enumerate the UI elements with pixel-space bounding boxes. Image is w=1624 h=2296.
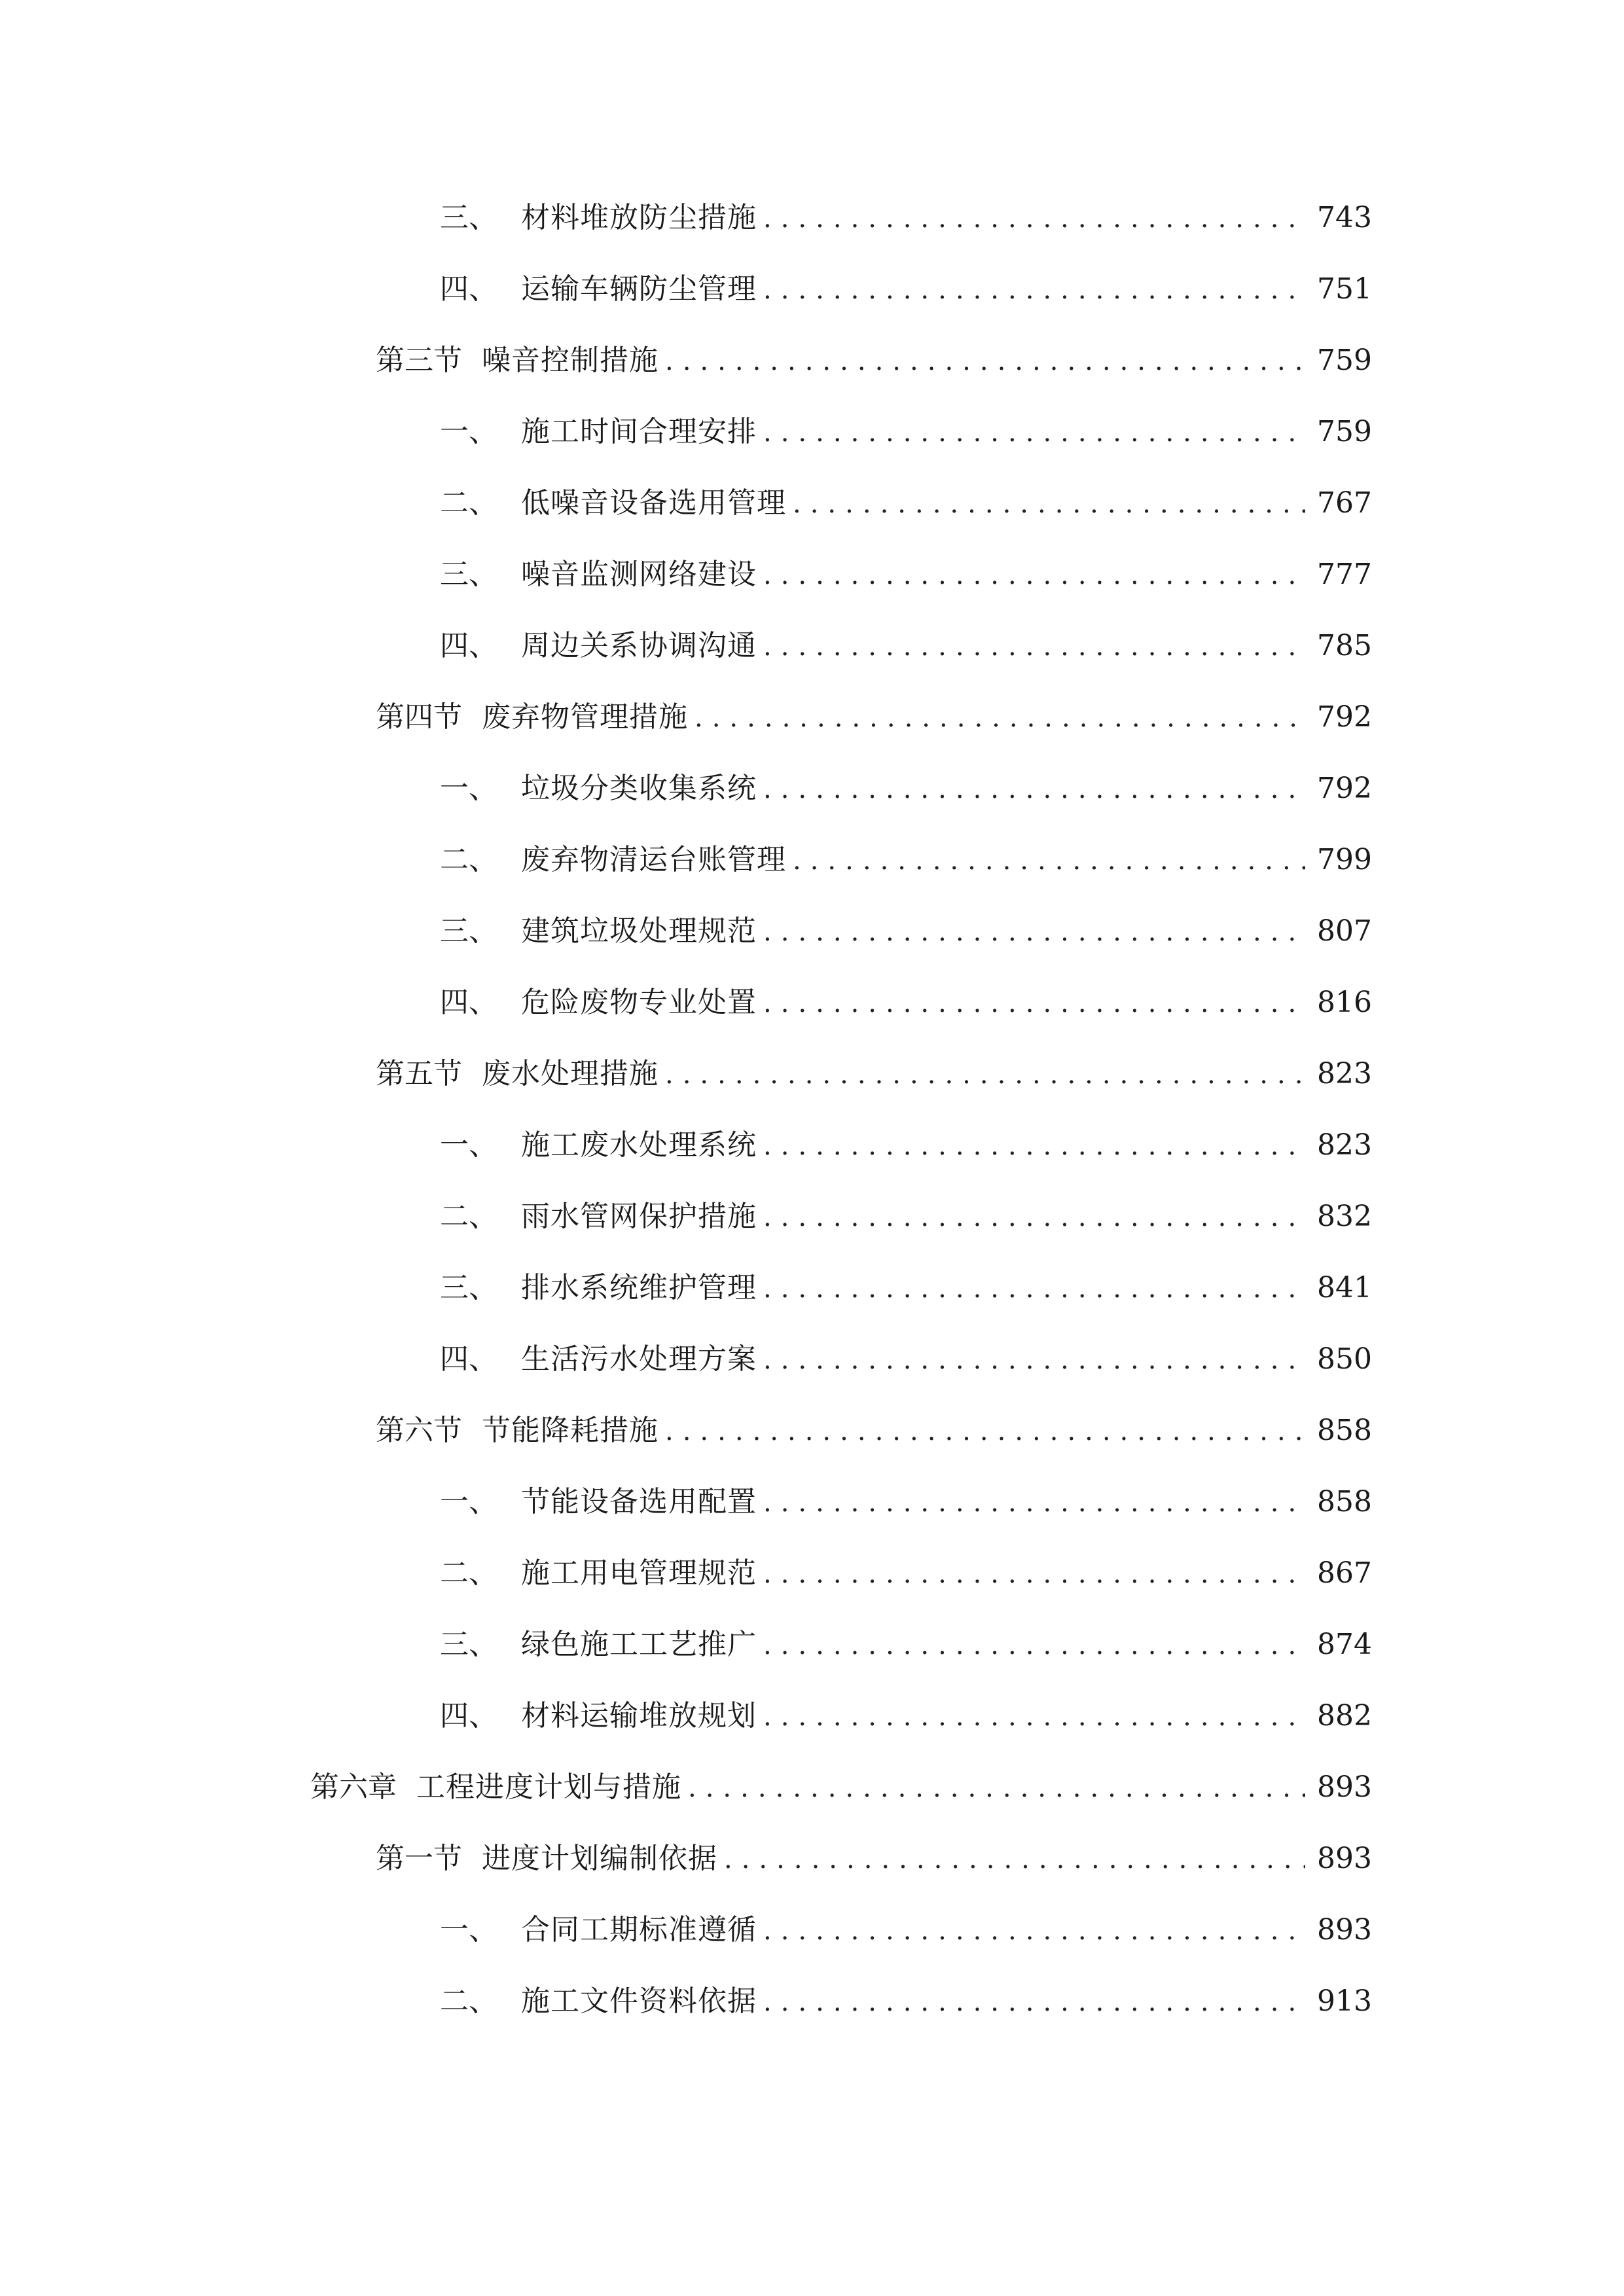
entry-title: 节能设备选用配置	[521, 1485, 757, 1518]
toc-entry[interactable]	[0, 691, 1624, 744]
entry-title: 工程进度计划与措施	[416, 1770, 681, 1804]
entry-page: 850	[1317, 1342, 1372, 1376]
entry-page: 867	[1317, 1556, 1372, 1590]
dot-leader	[763, 549, 1305, 601]
entry-title: 废水处理措施	[482, 1057, 659, 1090]
entry-title: 施工时间合理安排	[521, 415, 757, 448]
entry-title: 施工文件资料依据	[521, 1984, 757, 2018]
toc-entry[interactable]	[0, 1333, 1624, 1386]
entry-title: 绿色施工工艺推广	[521, 1628, 757, 1661]
entry-number: 一、	[440, 1913, 497, 1946]
dot-leader	[763, 763, 1305, 816]
entry-page: 751	[1317, 272, 1372, 306]
entry-title: 废弃物清运台账管理	[521, 843, 786, 876]
toc-entry[interactable]	[0, 620, 1624, 672]
entry-number: 第六节	[376, 1414, 462, 1447]
toc-entry[interactable]	[0, 1833, 1624, 1885]
dot-leader	[763, 1191, 1305, 1244]
entry-number: 二、	[440, 843, 497, 876]
toc-entry[interactable]	[0, 1547, 1624, 1600]
toc-entry[interactable]	[0, 477, 1624, 529]
entry-page: 913	[1317, 1984, 1372, 2018]
entry-title: 噪音控制措施	[482, 344, 659, 377]
entry-number: 三、	[440, 558, 497, 591]
entry-title: 进度计划编制依据	[482, 1842, 717, 1875]
dot-leader	[665, 1049, 1305, 1101]
entry-title: 材料堆放防尘措施	[521, 201, 757, 234]
toc-entry[interactable]	[0, 1690, 1624, 1742]
toc-entry[interactable]	[0, 762, 1624, 815]
entry-title: 排水系统维护管理	[521, 1271, 757, 1304]
entry-page: 785	[1317, 629, 1372, 662]
toc-entry[interactable]	[0, 834, 1624, 886]
dot-leader	[763, 1691, 1305, 1743]
entry-title: 危险废物专业处置	[521, 986, 757, 1019]
entry-number: 第一节	[376, 1842, 462, 1875]
entry-page: 767	[1317, 486, 1372, 520]
entry-page: 759	[1317, 415, 1372, 448]
dot-leader	[763, 1619, 1305, 1672]
entry-title: 施工废水处理系统	[521, 1128, 757, 1162]
toc-entry[interactable]	[0, 263, 1624, 315]
dot-leader	[763, 1905, 1305, 1957]
entry-page: 743	[1317, 201, 1372, 234]
dot-leader	[763, 1263, 1305, 1315]
entry-number: 三、	[440, 1271, 497, 1304]
dot-leader	[763, 977, 1305, 1030]
entry-title: 合同工期标准遵循	[521, 1913, 757, 1946]
entry-page: 807	[1317, 914, 1372, 948]
toc-entry[interactable]	[0, 192, 1624, 244]
dot-leader	[665, 335, 1305, 387]
entry-page: 832	[1317, 1200, 1372, 1233]
entry-page: 759	[1317, 344, 1372, 377]
entry-title: 生活污水处理方案	[521, 1342, 757, 1376]
dot-leader	[763, 1120, 1305, 1172]
entry-number: 三、	[440, 201, 497, 234]
entry-title: 低噪音设备选用管理	[521, 486, 786, 520]
entry-number: 第三节	[376, 344, 462, 377]
dot-leader	[763, 1477, 1305, 1529]
toc-entry[interactable]	[0, 1975, 1624, 2028]
entry-title: 材料运输堆放规划	[521, 1699, 757, 1732]
toc-entry[interactable]	[0, 1048, 1624, 1100]
toc-entry[interactable]	[0, 905, 1624, 958]
entry-title: 节能降耗措施	[482, 1414, 659, 1447]
entry-number: 四、	[440, 1699, 497, 1732]
dot-leader	[763, 406, 1305, 459]
entry-number: 四、	[440, 986, 497, 1019]
toc-entry[interactable]	[0, 977, 1624, 1029]
entry-page: 874	[1317, 1628, 1372, 1661]
entry-page: 893	[1317, 1842, 1372, 1875]
toc-entry[interactable]	[0, 1405, 1624, 1457]
toc-entry[interactable]	[0, 1119, 1624, 1172]
entry-page: 858	[1317, 1414, 1372, 1447]
entry-number: 四、	[440, 1342, 497, 1376]
dot-leader	[763, 1548, 1305, 1600]
entry-number: 三、	[440, 1628, 497, 1661]
dot-leader	[763, 264, 1305, 316]
entry-page: 893	[1317, 1770, 1372, 1804]
toc-entry[interactable]	[0, 1619, 1624, 1671]
entry-number: 三、	[440, 914, 497, 948]
entry-page: 799	[1317, 843, 1372, 876]
entry-number: 一、	[440, 1485, 497, 1518]
entry-title: 雨水管网保护措施	[521, 1200, 757, 1233]
dot-leader	[763, 1334, 1305, 1386]
toc-entry[interactable]	[0, 548, 1624, 601]
dot-leader	[695, 692, 1305, 744]
dot-leader	[665, 1405, 1305, 1458]
entry-page: 823	[1317, 1128, 1372, 1162]
entry-number: 第四节	[376, 700, 462, 734]
entry-number: 第六章	[310, 1770, 397, 1804]
dot-leader	[763, 906, 1305, 958]
entry-number: 二、	[440, 1984, 497, 2018]
toc-entry[interactable]	[0, 1904, 1624, 1956]
entry-number: 二、	[440, 1556, 497, 1590]
entry-title: 周边关系协调沟通	[521, 629, 757, 662]
toc-entry[interactable]	[0, 1761, 1624, 1814]
toc-entry[interactable]	[0, 406, 1624, 458]
entry-number: 二、	[440, 486, 497, 520]
entry-page: 792	[1317, 700, 1372, 734]
entry-page: 816	[1317, 986, 1372, 1019]
entry-page: 777	[1317, 558, 1372, 591]
entry-page: 882	[1317, 1699, 1372, 1732]
dot-leader	[763, 620, 1305, 673]
entry-number: 四、	[440, 629, 497, 662]
entry-number: 四、	[440, 272, 497, 306]
toc-entry[interactable]	[0, 1191, 1624, 1243]
entry-page: 823	[1317, 1057, 1372, 1090]
entry-page: 792	[1317, 772, 1372, 805]
entry-title: 运输车辆防尘管理	[521, 272, 757, 306]
dot-leader	[724, 1833, 1305, 1886]
toc-entry[interactable]	[0, 1476, 1624, 1528]
dot-leader	[793, 834, 1305, 887]
entry-number: 一、	[440, 415, 497, 448]
toc-entry[interactable]	[0, 334, 1624, 387]
dot-leader	[793, 478, 1305, 530]
entry-title: 废弃物管理措施	[482, 700, 688, 734]
dot-leader	[688, 1762, 1305, 1814]
entry-number: 二、	[440, 1200, 497, 1233]
entry-title: 施工用电管理规范	[521, 1556, 757, 1590]
entry-title: 建筑垃圾处理规范	[521, 914, 757, 948]
entry-number: 一、	[440, 772, 497, 805]
dot-leader	[763, 192, 1305, 245]
entry-page: 841	[1317, 1271, 1372, 1304]
entry-title: 垃圾分类收集系统	[521, 772, 757, 805]
toc-entry[interactable]	[0, 1262, 1624, 1314]
entry-page: 893	[1317, 1913, 1372, 1946]
dot-leader	[763, 1976, 1305, 2028]
entry-number: 第五节	[376, 1057, 462, 1090]
entry-title: 噪音监测网络建设	[521, 558, 757, 591]
entry-page: 858	[1317, 1485, 1372, 1518]
entry-number: 一、	[440, 1128, 497, 1162]
